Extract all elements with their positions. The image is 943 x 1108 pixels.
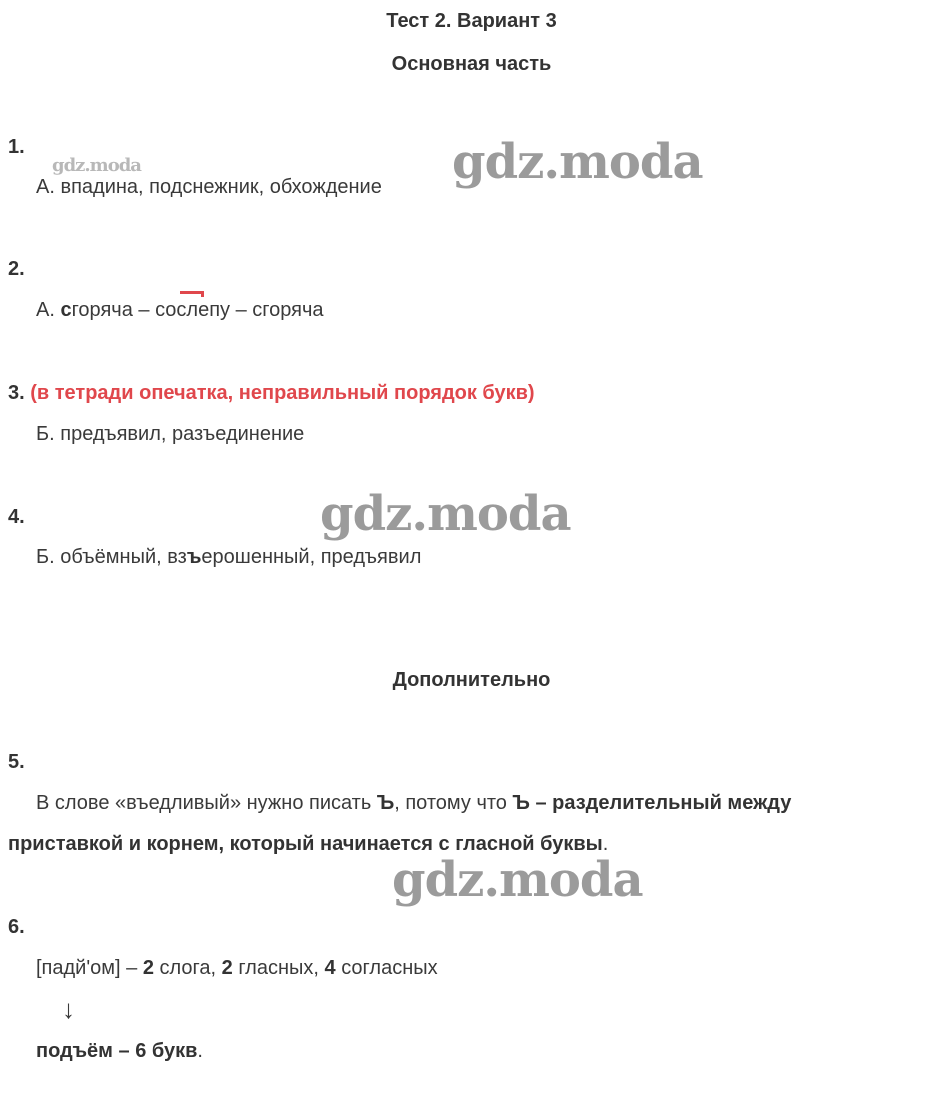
answer-6-t4: согласных [335, 957, 438, 979]
watermark-1: gdz.moda [452, 134, 703, 190]
correction-mark [180, 291, 204, 297]
answer-5-sign2: Ъ [512, 792, 530, 814]
question-3-row [8, 382, 535, 405]
answer-6-word-bold: подъём – 6 букв [36, 1040, 198, 1062]
answer-5-p2: , потому что [394, 792, 513, 814]
section-title-extra: Дополнительно [392, 669, 551, 691]
answer-5-sign1: Ъ [376, 792, 395, 814]
answer-1: А. впадина, подснежник, обхождение [36, 176, 382, 198]
answer-2-prefix: А. [36, 299, 61, 321]
question-number-6: 6. [8, 916, 25, 938]
section-title-main: Основная часть [391, 53, 552, 75]
answer-4-bold: ъ [186, 546, 202, 568]
answer-3: Б. предъявил, разъединение [36, 423, 305, 445]
answer-2-bold: с [60, 299, 72, 321]
answer-6-n2: 2 [221, 957, 233, 979]
answer-6-t1: [падй'ом] – [36, 957, 143, 979]
answer-4-prefix: Б. объёмный, вз [36, 546, 187, 568]
answer-5-p1: В слове «въедливый» нужно писать [36, 792, 377, 814]
answer-2-rest: горяча – сослепу – сгоряча [71, 299, 324, 321]
answer-6-word [36, 1040, 203, 1063]
answer-2 [36, 299, 324, 322]
answer-6-n3: 4 [324, 957, 336, 979]
watermark-2: gdz.moda [320, 486, 571, 542]
answer-4 [36, 546, 421, 569]
typo-note: (в тетради опечатка, неправильный порядок букв) [30, 382, 535, 404]
question-number-1: 1. [8, 136, 25, 158]
question-number-3: 3. [8, 382, 25, 404]
answer-4-rest: ерошенный, предъявил [201, 546, 422, 568]
answer-5-line2-end: . [602, 833, 609, 855]
answer-6-transcription [36, 957, 438, 980]
page-title: Тест 2. Вариант 3 [386, 10, 557, 32]
question-number-4: 4. [8, 506, 25, 528]
answer-6-n1: 2 [142, 957, 154, 979]
answer-5-line-1 [36, 792, 791, 815]
question-number-5: 5. [8, 751, 25, 773]
answer-6-word-end: . [197, 1040, 203, 1062]
watermark-small: gdz.moda [52, 155, 141, 176]
answer-6-t3: гласных, [232, 957, 325, 979]
watermark-3: gdz.moda [392, 852, 643, 908]
answer-5-p3: – разделительный между [529, 792, 792, 814]
answer-6-t2: слога, [153, 957, 222, 979]
answer-5-line2-bold: приставкой и корнем, который начинается с гласной буквы [8, 833, 603, 855]
question-number-2: 2. [8, 258, 25, 280]
down-arrow-icon: ↓ [62, 994, 75, 1024]
